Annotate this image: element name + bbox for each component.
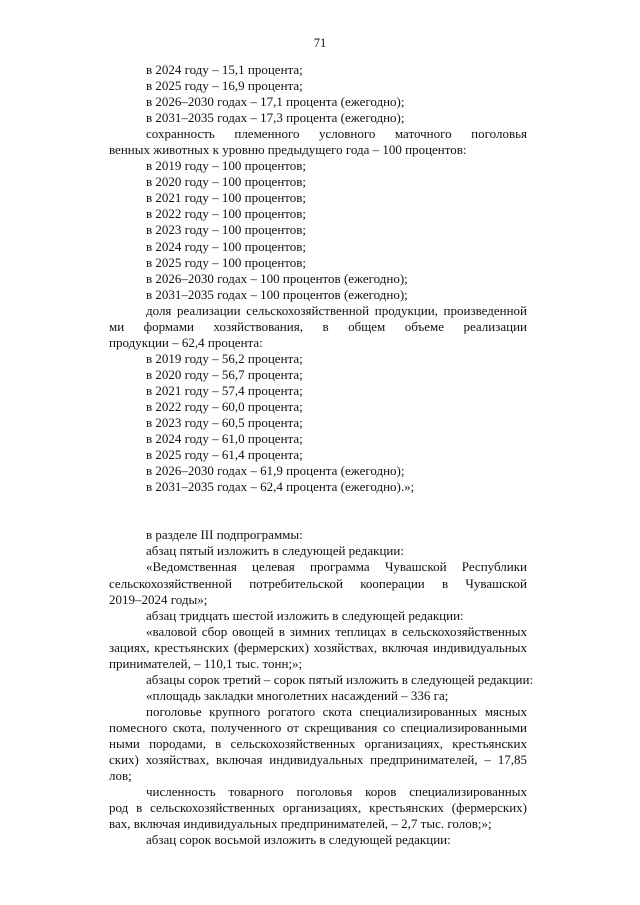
text-line: доля реализации сельскохозяйственной продукции, произведенной: [146, 302, 527, 318]
text-line: венных животных к уровню предыдущего года – 100 процентов:: [109, 142, 467, 158]
text-line: в 2026–2030 годах – 17,1 процента (ежегодно);: [146, 94, 405, 110]
text-line: абзац сорок восьмой изложить в следующей редакции:: [146, 832, 451, 848]
text-line: в 2024 году – 15,1 процента;: [146, 62, 303, 77]
text-line: в разделе III подпрограммы:: [146, 527, 303, 543]
text-line: «Ведомственная целевая программа Чувашской Республики: [146, 559, 527, 575]
text-line: в 2019 году – 100 процентов;: [146, 158, 307, 174]
text-line: род в сельскохозяйственных организациях, крестьянских (фермерских): [109, 800, 527, 816]
text-line: в 2025 году – 100 процентов;: [146, 254, 307, 270]
text-line: вах, включая индивидуальных предпринимателей, – 2,7 тыс. голов;»;: [109, 816, 492, 832]
text-line: в 2026–2030 годах – 61,9 процента (ежегодно);: [146, 463, 405, 479]
text-line: ми формами хозяйствования, в общем объеме реализации: [109, 318, 527, 334]
page-number: 71: [313, 36, 327, 50]
text-line: абзац пятый изложить в следующей редакции:: [146, 543, 404, 559]
text-line: поголовье крупного рогатого скота специализированных мясных: [146, 703, 527, 719]
blank-line: [109, 511, 527, 527]
text-line: ских) хозяйствах, включая индивидуальных предпринимателей, – 17,85: [109, 752, 527, 768]
text-line: в 2031–2035 годах – 100 процентов (ежегодно);: [146, 286, 408, 302]
text-line: ными породами, в сельскохозяйственных организациях, крестьянских: [109, 735, 527, 751]
text-line: в 2022 году – 60,0 процента;: [146, 398, 303, 414]
text-line: в 2023 году – 60,5 процента;: [146, 415, 303, 431]
text-line: продукции – 62,4 процента:: [109, 334, 263, 350]
text-line: в 2024 году – 100 процентов;: [146, 238, 307, 254]
text-line: «валовой сбор овощей в зимних теплицах в сельскохозяйственных: [146, 623, 527, 639]
text-line: в 2023 году – 100 процентов;: [146, 222, 307, 238]
text-line: в 2022 году – 100 процентов;: [146, 206, 307, 222]
text-line: абзац тридцать шестой изложить в следующей редакции:: [146, 607, 464, 623]
text-line: в 2026–2030 годах – 100 процентов (ежегодно);: [146, 270, 408, 286]
text-line: зациях, крестьянских (фермерских) хозяйствах, включая индивидуальных: [109, 639, 527, 655]
text-line: в 2020 году – 100 процентов;: [146, 174, 307, 190]
text-line: в 2031–2035 годах – 62,4 процента (ежегодно).»;: [146, 479, 415, 495]
text-line: помесного скота, полученного от скрещивания со специализированными: [109, 719, 527, 735]
blank-line: [109, 495, 527, 511]
text-line: лов;: [109, 768, 132, 784]
text-line: в 2025 году – 16,9 процента;: [146, 78, 303, 94]
text-line: в 2020 году – 56,7 процента;: [146, 366, 303, 382]
text-line: в 2021 году – 57,4 процента;: [146, 382, 303, 398]
text-line: в 2025 году – 61,4 процента;: [146, 447, 303, 463]
document-body: [109, 62, 534, 848]
text-line: в 2024 году – 61,0 процента;: [146, 431, 303, 447]
text-line: сельскохозяйственной потребительской кооперации в Чувашской: [109, 575, 527, 591]
text-line: численность товарного поголовья коров специализированных: [146, 784, 527, 800]
text-line: абзацы сорок третий – сорок пятый изложить в следующей редакции:: [146, 671, 534, 687]
text-line: в 2021 году – 100 процентов;: [146, 190, 307, 206]
text-line: 2019–2024 годы»;: [109, 591, 208, 607]
text-line: принимателей, – 110,1 тыс. тонн;»;: [109, 655, 303, 671]
text-line: «площадь закладки многолетних насаждений – 336 га;: [146, 687, 449, 703]
text-line: в 2019 году – 56,2 процента;: [146, 350, 303, 366]
text-line: сохранность племенного условного маточного поголовья: [146, 126, 527, 142]
text-line: в 2031–2035 годах – 17,3 процента (ежегодно);: [146, 110, 405, 126]
